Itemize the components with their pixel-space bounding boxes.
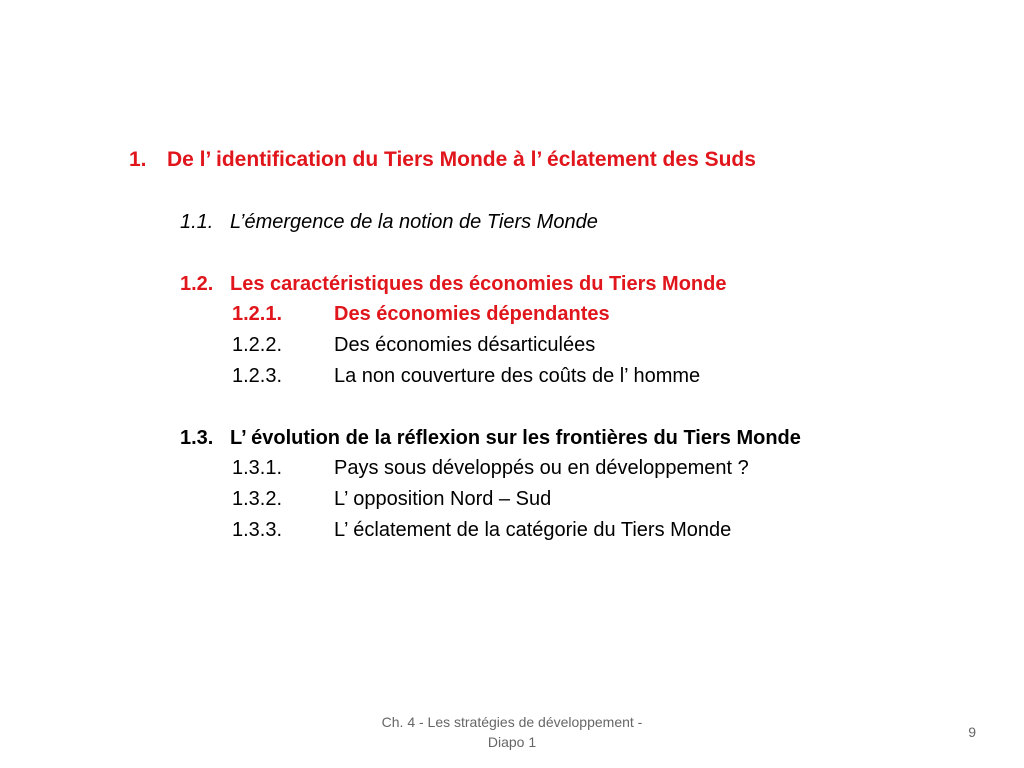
subsection-1-3-3-text: L’ éclatement de la catégorie du Tiers Monde <box>334 519 732 541</box>
section-1-1 <box>180 210 598 234</box>
subsection-1-3-2 <box>232 487 551 511</box>
section-1-1-number: 1.1. <box>180 211 214 233</box>
subsection-1-2-3 <box>232 364 700 388</box>
subsection-1-2-3-text: La non couverture des coûts de l’ homme <box>334 365 701 387</box>
subsection-1-2-1 <box>232 302 610 326</box>
subsection-1-3-2-number: 1.3.2. <box>232 488 283 510</box>
subsection-1-3-1 <box>232 456 749 480</box>
subsection-1-3-1-text: Pays sous développés ou en développement ? <box>334 457 749 479</box>
heading-1 <box>129 148 756 172</box>
section-1-3-text: L’ évolution de la réflexion sur les frontières du Tiers Monde <box>230 427 801 449</box>
subsection-1-2-2-number: 1.2.2. <box>232 334 283 356</box>
subsection-1-2-1-number: 1.2.1. <box>232 303 283 325</box>
subsection-1-3-3 <box>232 518 731 542</box>
subsection-1-2-2-text: Des économies désarticulées <box>334 334 596 356</box>
subsection-1-2-3-number: 1.2.3. <box>232 365 283 387</box>
section-1-3 <box>180 426 801 450</box>
subsection-1-2-1-text: Des économies dépendantes <box>334 303 610 325</box>
page-number: 9 <box>968 724 976 740</box>
section-1-3-number: 1.3. <box>180 427 214 449</box>
footer-line-2: Diapo 1 <box>487 734 537 750</box>
subsection-1-3-1-number: 1.3.1. <box>232 457 283 479</box>
section-1-1-text: L’émergence de la notion de Tiers Monde <box>230 211 598 233</box>
footer-line-1: Ch. 4 - Les stratégies de développement - <box>381 714 643 730</box>
section-1-2-number: 1.2. <box>180 273 214 295</box>
section-1-2-text: Les caractéristiques des économies du Tiers Monde <box>230 273 727 295</box>
heading-1-number: 1. <box>129 148 147 171</box>
subsection-1-2-2 <box>232 333 595 357</box>
subsection-1-3-3-number: 1.3.3. <box>232 519 283 541</box>
section-1-2 <box>180 272 726 296</box>
subsection-1-3-2-text: L’ opposition Nord – Sud <box>334 488 552 510</box>
slide-footer <box>340 712 684 752</box>
heading-1-text: De l’ identification du Tiers Monde à l’ éclatement des Suds <box>167 148 756 171</box>
